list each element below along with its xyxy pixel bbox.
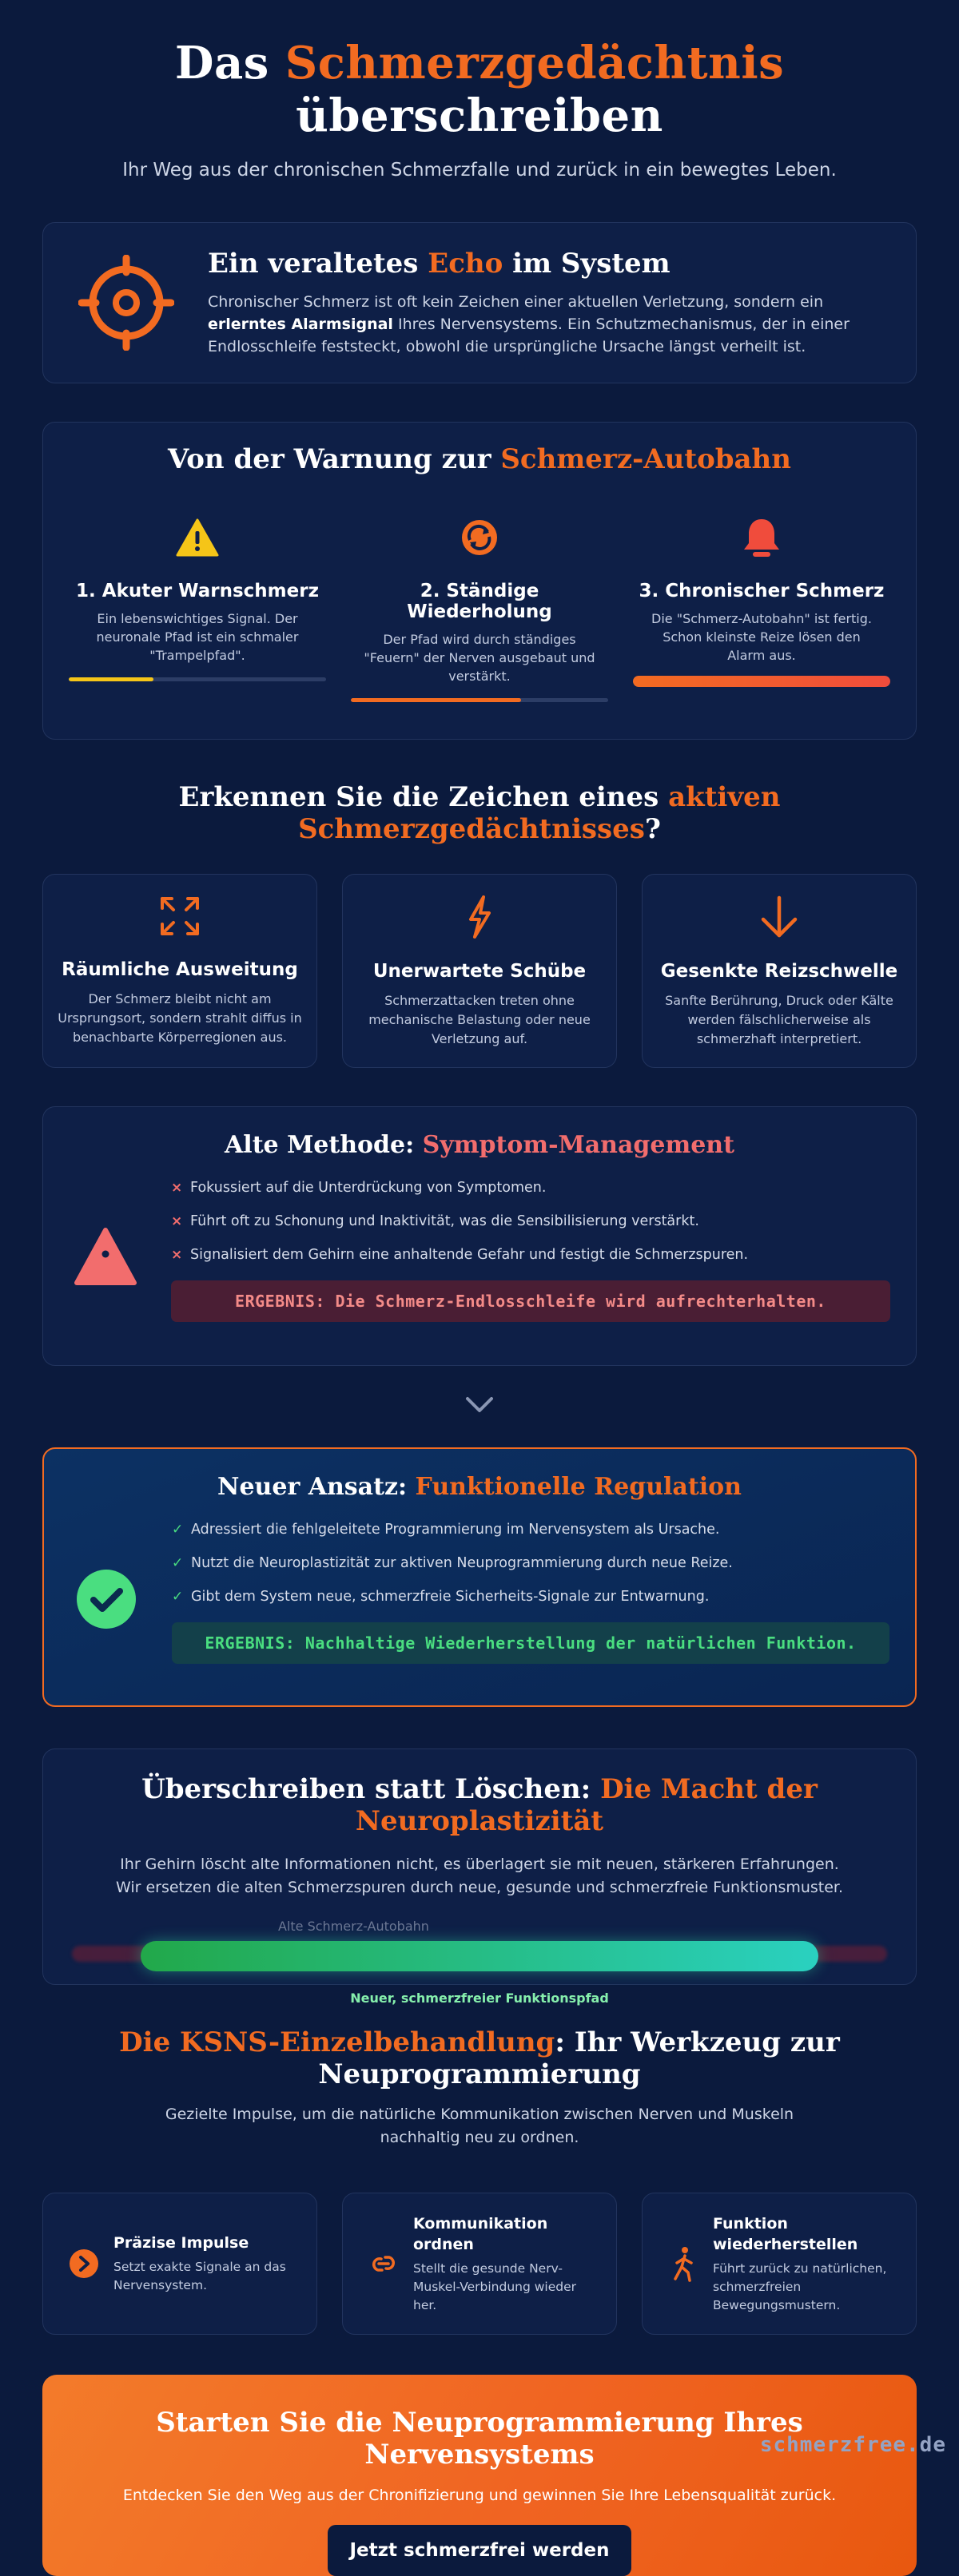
sign-card-spread [42, 874, 317, 1068]
step-text: Die "Schmerz-Autobahn" ist fertig. Schon kleinste Reize lösen den Alarm aus. [651, 611, 872, 663]
tool-title: Funktion wiederherstellen [713, 2214, 858, 2253]
sign-text: Schmerzattacken treten ohne mechanische Belastung oder neue Verletzung auf. [368, 993, 591, 1046]
sync-icon [351, 517, 608, 558]
neuro-card [42, 1748, 917, 2006]
old-method-result: ERGEBNIS: Die Schmerz-Endlosschleife wird aufrechterhalten. [171, 1280, 890, 1322]
new-method-card [42, 1447, 917, 1707]
new-pathway-track [141, 1941, 818, 1971]
cta-title: Starten Sie die Neuprogrammierung Ihres Nervensystems [156, 2407, 803, 2471]
pathway-visual [72, 1914, 887, 2006]
tool-text: Setzt exakte Signale an das Nervensystem. [113, 2260, 286, 2292]
lightning-icon [357, 895, 602, 942]
list-item: × Führt oft zu Schonung und Inaktivität, was die Sensibilisierung verstärkt. [171, 1213, 699, 1229]
ksns-subtitle: Gezielte Impulse, um die natürliche Kommunikation zwischen Nerven und Muskeln nachhaltig neu zu ordnen. [165, 2106, 794, 2146]
cta-text: Entdecken Sie den Weg aus der Chronifizierung und gewinnen Sie Ihre Lebensqualität zurück. [122, 2487, 837, 2504]
echo-text: Chronischer Schmerz ist oft kein Zeichen einer aktuellen Verletzung, sondern ein erlerntes Alarmsignal Ihres Nervensystems. Ein Schutzmechanismus, der in einer Endlosschleife feststeckt, obwohl die ursprüngliche Ursache längst verheilt ist. [208, 293, 850, 355]
tool-title: Präzise Impulse [113, 2234, 249, 2252]
list-item: ✓ Nutzt die Neuroplastizität zur aktiven Neuprogrammierung durch neue Reize. [172, 1555, 733, 1571]
tool-text: Führt zurück zu natürlichen, schmerzfreien Bewegungsmustern. [713, 2260, 887, 2312]
old-pathway-label: Alte Schmerz-Autobahn [278, 1919, 429, 1934]
sign-title: Räumliche Ausweitung [62, 959, 298, 980]
autobahn-card [42, 422, 917, 740]
step-title: 1. Akuter Warnschmerz [76, 581, 319, 601]
brand-watermark: schmerzfree.de [759, 2433, 946, 2457]
autobahn-title: Von der Warnung zur Schmerz-Autobahn [167, 443, 791, 475]
neuro-title: Überschreiben statt Löschen: Die Macht der Neuroplastizität [141, 1773, 818, 1837]
target-icon [78, 255, 174, 351]
new-pathway-label: Neuer, schmerzfreier Funktionspfad [350, 1991, 609, 2006]
impulse-icon [67, 2248, 101, 2280]
alert-triangle-icon [74, 1227, 137, 1291]
step-progress-bar [351, 698, 608, 702]
step-progress-bar [69, 677, 326, 681]
old-method-title: Alte Methode: Symptom-Management [225, 1131, 734, 1159]
step-text: Der Pfad wird durch ständiges "Feuern" der Nerven ausgebaut und verstärkt. [364, 632, 595, 684]
bell-icon [633, 517, 890, 558]
cta-button[interactable]: Jetzt schmerzfrei werden [328, 2525, 631, 2576]
expand-icon [58, 895, 302, 940]
tool-text: Stellt die gesunde Nerv-Muskel-Verbindung wieder her. [413, 2260, 577, 2312]
echo-title: Ein veraltetes Echo im System [208, 248, 671, 280]
new-method-result: ERGEBNIS: Nachhaltige Wiederherstellung der natürlichen Funktion. [172, 1622, 889, 1664]
tool-card-communication [342, 2193, 617, 2335]
ksns-title: Die KSNS-Einzelbehandlung: Ihr Werkzeug zur Neuprogrammierung [119, 2026, 840, 2090]
list-item: ✓ Adressiert die fehlgeleitete Programmierung im Nervensystem als Ursache. [172, 1522, 720, 1538]
step-repetition [351, 517, 608, 702]
warning-icon [69, 517, 326, 558]
sign-text: Der Schmerz bleibt nicht am Ursprungsort, sondern strahlt diffus in benachbarte Körperregionen aus. [58, 991, 302, 1045]
page-subtitle: Ihr Weg aus der chronischen Schmerzfalle und zurück in ein bewegtes Leben. [122, 160, 837, 181]
old-method-card [42, 1106, 917, 1366]
step-title: 3. Chronischer Schmerz [639, 581, 885, 601]
cta-banner [42, 2375, 917, 2576]
sign-title: Gesenkte Reizschwelle [660, 961, 898, 982]
page-title: Das Schmerzgedächtnis überschreiben [174, 37, 785, 142]
neuro-text: Ihr Gehirn löscht alte Informationen nicht, es überlagert sie mit neuen, stärkeren Erfahrungen. Wir ersetzen die alten Schmerzspuren durch neue, gesunde und schmerzfreie Funktionsmuster. [115, 1856, 844, 1896]
list-item: × Fokussiert auf die Unterdrückung von Symptomen. [171, 1180, 547, 1196]
walking-icon [667, 2245, 700, 2282]
chevron-down-icon [42, 1396, 917, 1423]
step-progress-bar [633, 676, 890, 687]
check-circle-icon [74, 1567, 138, 1634]
list-item: × Signalisiert dem Gehirn eine anhaltende Gefahr und festigt die Schmerzspuren. [171, 1247, 749, 1263]
hero [42, 0, 917, 181]
tool-card-function [642, 2193, 917, 2335]
step-title: 2. Ständige Wiederholung [407, 581, 552, 622]
echo-card [42, 222, 917, 383]
sign-text: Sanfte Berührung, Druck oder Kälte werden fälschlicherweise als schmerzhaft interpretiert. [665, 993, 893, 1046]
sign-card-flares [342, 874, 617, 1068]
sign-title: Unerwartete Schübe [372, 961, 587, 982]
sign-card-threshold [642, 874, 917, 1068]
list-item: ✓ Gibt dem System neue, schmerzfreie Sicherheits-Signale zur Entwarnung. [172, 1589, 710, 1605]
arrow-down-icon [657, 895, 901, 942]
old-method-list [171, 1180, 890, 1263]
new-method-title: Neuer Ansatz: Funktionelle Regulation [217, 1473, 742, 1501]
signs-title: Erkennen Sie die Zeichen eines aktiven Schmerzgedächtnisses? [178, 781, 781, 845]
tool-card-impulse [42, 2193, 317, 2335]
link-icon [367, 2252, 400, 2276]
new-method-list [172, 1522, 889, 1605]
tool-title: Kommunikation ordnen [413, 2214, 548, 2253]
step-chronic [633, 517, 890, 702]
step-acute [69, 517, 326, 702]
step-text: Ein lebenswichtiges Signal. Der neuronale Pfad ist ein schmaler "Trampelpfad". [96, 611, 299, 663]
